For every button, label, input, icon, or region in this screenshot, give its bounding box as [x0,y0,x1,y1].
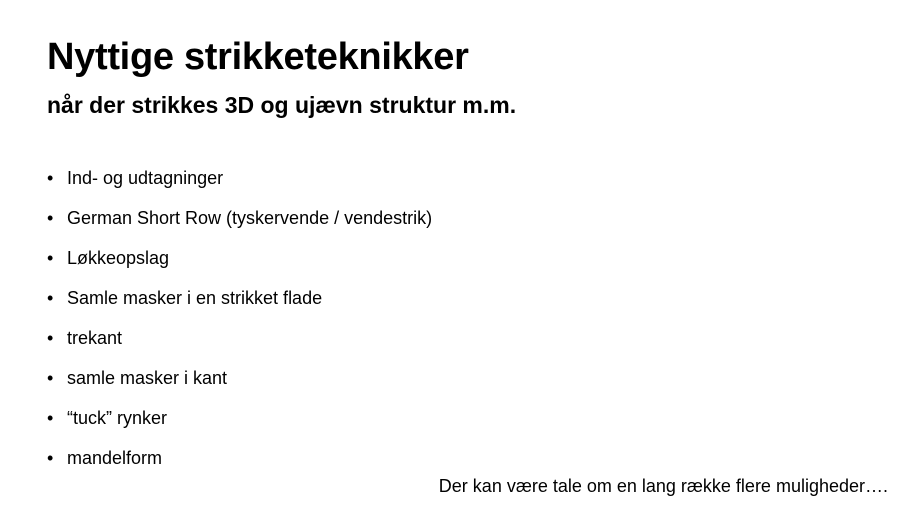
slide-footnote: Der kan være tale om en lang række flere muligheder…. [438,476,888,496]
bullet-icon: • [47,208,54,228]
bullet-text: German Short Row (tyskervende / vendestrik) [67,207,433,228]
bullet-text: “tuck” rynker [67,407,168,428]
bullet-icon: • [47,408,54,428]
list-item [47,238,432,278]
list-item [47,158,432,198]
bullet-text: trekant [67,327,123,348]
list-item [47,438,432,478]
bullet-text: Samle masker i en strikket flade [67,287,323,308]
bullet-text: mandelform [67,447,163,468]
bullet-list [47,158,432,478]
slide-title: Nyttige strikketeknikker [47,36,469,78]
bullet-text: Ind- og udtagninger [67,167,224,188]
list-item [47,358,432,398]
bullet-icon: • [47,168,54,188]
bullet-icon: • [47,448,54,468]
bullet-icon: • [47,288,54,308]
slide-subtitle: når der strikkes 3D og ujævn struktur m.m. [47,92,517,118]
bullet-text: Løkkeopslag [67,247,170,268]
bullet-text: samle masker i kant [67,367,228,388]
bullet-icon: • [47,248,54,268]
list-item [47,198,432,238]
bullet-icon: • [47,328,54,348]
list-item [47,398,432,438]
list-item [47,278,432,318]
bullet-icon: • [47,368,54,388]
list-item [47,318,432,358]
